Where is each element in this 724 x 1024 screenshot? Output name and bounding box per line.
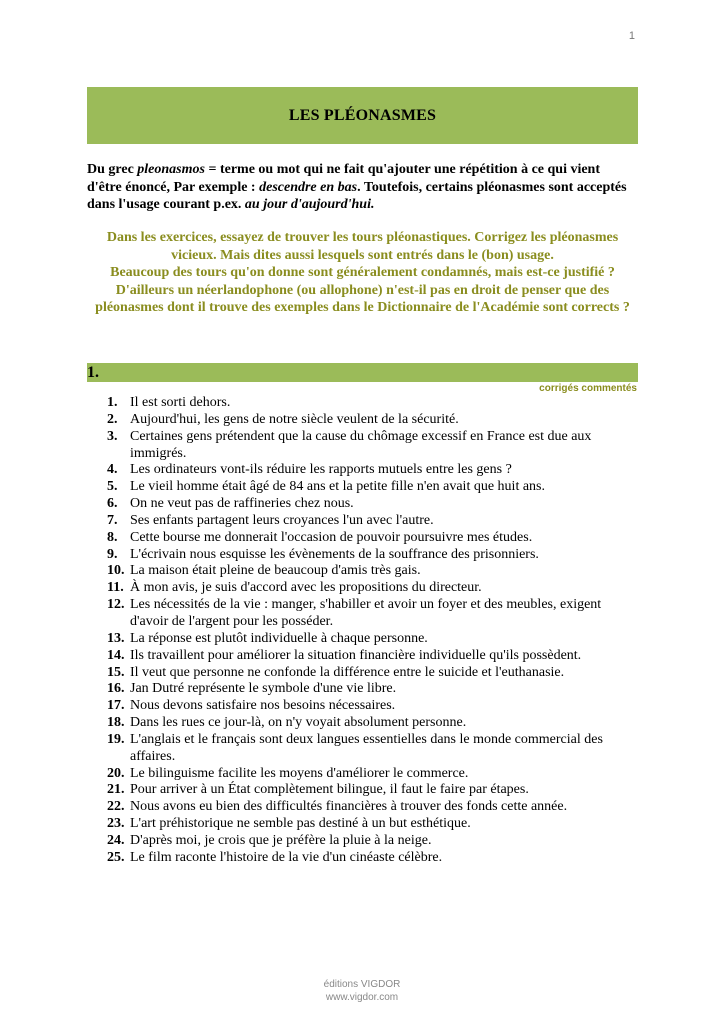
exercise-number: 18.	[107, 715, 125, 731]
exercise-number: 17.	[107, 698, 125, 714]
page-number: 1	[628, 30, 635, 42]
exercise-number: 10.	[107, 563, 125, 579]
footer-website[interactable]: www.vigdor.com	[325, 992, 399, 1003]
exercise-number: 25.	[107, 849, 125, 865]
exercise-number: 19.	[107, 731, 125, 747]
exercise-text: L'anglais et le français sont deux langues essentielles dans le monde commercial des affaires.	[130, 731, 603, 764]
exercise-number: 23.	[107, 816, 125, 832]
intro-middle: . Toutefois, certains pléonasmes sont acceptés dans l'usage courant p.ex.	[87, 179, 627, 212]
footer-publisher: éditions VIGDOR	[323, 979, 401, 990]
exercise-number: 4.	[107, 462, 118, 478]
list-item	[107, 816, 637, 833]
exercise-text: À mon avis, je suis d'accord avec les propositions du directeur.	[130, 580, 482, 596]
exercise-number: 24.	[107, 832, 125, 848]
exercise-text: La réponse est plutôt individuelle à chaque personne.	[130, 630, 428, 646]
list-item	[107, 715, 637, 732]
instructions	[87, 229, 638, 317]
exercise-text: Il veut que personne ne confonde la différence entre le suicide et l'euthanasie.	[130, 664, 565, 680]
list-item	[107, 462, 637, 479]
exercise-text: Certaines gens prétendent que la cause du chômage excessif en France est due aux immigrés.	[130, 428, 592, 461]
section-number: 1.	[87, 363, 99, 381]
exercise-text: D'après moi, je crois que je préfère la pluie à la neige.	[130, 832, 432, 848]
list-item	[107, 681, 637, 698]
list-item	[107, 732, 637, 766]
exercise-text: Le bilinguisme facilite les moyens d'améliorer le commerce.	[130, 765, 469, 781]
exercise-number: 22.	[107, 799, 125, 815]
list-item	[107, 597, 637, 631]
exercise-text: La maison était pleine de beaucoup d'amis très gais.	[130, 563, 421, 579]
exercise-text: Nous avons eu bien des difficultés financières à trouver des fonds cette année.	[130, 799, 568, 815]
title-banner	[87, 87, 638, 144]
exercise-number: 1.	[107, 395, 118, 410]
list-item	[107, 395, 637, 412]
exercise-number: 14.	[107, 647, 125, 663]
intro-example-2: au jour d'aujourd'hui.	[244, 197, 375, 212]
exercise-number: 16.	[107, 681, 125, 697]
exercise-text: Le vieil homme était âgé de 84 ans et la petite fille n'en avait que huit ans.	[130, 479, 545, 495]
exercise-number: 11.	[107, 580, 124, 596]
exercise-text: On ne veut pas de raffineries chez nous.	[130, 496, 354, 512]
list-item	[107, 782, 637, 799]
exercise-text: Nous devons satisfaire nos besoins nécessaires.	[130, 698, 396, 714]
list-item	[107, 429, 637, 463]
intro-paragraph	[87, 161, 638, 214]
intro-term: pleonasmos	[137, 162, 205, 177]
list-item	[107, 648, 637, 665]
footer	[0, 978, 724, 1004]
corriges-link[interactable]: corrigés commentés	[539, 383, 637, 394]
list-item	[107, 665, 637, 682]
list-item	[107, 580, 637, 597]
list-item	[107, 799, 637, 816]
list-item	[107, 766, 637, 783]
exercise-list	[107, 395, 637, 867]
exercise-text: Les nécessités de la vie : manger, s'habiller et avoir un foyer et des meubles, exigent d'avoir de l'argent pour les posséder.	[130, 597, 602, 629]
exercise-text: Ses enfants partagent leurs croyances l'un avec l'autre.	[130, 512, 434, 528]
exercise-number: 6.	[107, 496, 118, 512]
section-header	[87, 363, 638, 382]
instructions-line-2: Beaucoup des tours qu'on donne sont généralement condamnés, mais est-ce justifié ? D'ailleurs un néerlandophone (ou allophone) n'est-il pas en droit de penser que des pléonasmes dont il trouve des exemples dans le Dictionnaire de l'Académie sont corrects ?	[95, 265, 630, 315]
list-item	[107, 530, 637, 547]
list-item	[107, 496, 637, 513]
list-item	[107, 631, 637, 648]
exercise-number: 5.	[107, 479, 118, 495]
exercise-number: 7.	[107, 512, 118, 528]
exercise-text: Le film raconte l'histoire de la vie d'un cinéaste célèbre.	[130, 849, 443, 865]
exercise-number: 2.	[107, 411, 118, 427]
intro-prefix: Du grec	[87, 162, 138, 177]
exercise-number: 8.	[107, 529, 118, 545]
exercise-text: Dans les rues ce jour-là, on n'y voyait absolument personne.	[130, 715, 467, 731]
exercise-number: 9.	[107, 546, 118, 562]
list-item	[107, 698, 637, 715]
exercise-number: 15.	[107, 664, 125, 680]
list-item	[107, 833, 637, 850]
list-item	[107, 547, 637, 564]
exercise-text: Pour arriver à un État complètement bilingue, il faut le faire par étapes.	[130, 782, 529, 798]
exercise-number: 21.	[107, 782, 125, 798]
list-item	[107, 479, 637, 496]
instructions-line-1: Dans les exercices, essayez de trouver les tours pléonastiques. Corrigez les pléonasmes vicieux. Mais dites aussi lesquels sont entrés dans le (bon) usage.	[106, 230, 619, 263]
exercise-text: L'écrivain nous esquisse les évènements de la souffrance des prisonniers.	[130, 546, 539, 562]
exercise-text: Il est sorti dehors.	[130, 395, 231, 410]
exercise-text: Cette bourse me donnerait l'occasion de pouvoir poursuivre mes études.	[130, 529, 533, 545]
exercise-text: Aujourd'hui, les gens de notre siècle veulent de la sécurité.	[130, 411, 459, 427]
exercise-text: Les ordinateurs vont-ils réduire les rapports mutuels entre les gens ?	[130, 462, 512, 478]
exercise-number: 12.	[107, 597, 125, 613]
intro-definition: = terme ou mot qui ne fait qu'ajouter une répétition à ce qui vient d'être énoncé, Par exemple :	[87, 162, 601, 195]
intro-example-1: descendre en bas	[259, 179, 358, 195]
list-item	[107, 412, 637, 429]
list-item	[107, 850, 637, 867]
exercise-number: 13.	[107, 630, 125, 646]
exercise-number: 20.	[107, 765, 125, 781]
page-title: LES PLÉONASMES	[288, 106, 437, 124]
exercise-text: Ils travaillent pour améliorer la situation financière individuelle qu'ils possèdent.	[130, 647, 582, 663]
list-item	[107, 563, 637, 580]
exercise-number: 3.	[107, 428, 118, 444]
list-item	[107, 513, 637, 530]
exercise-text: L'art préhistorique ne semble pas destiné à un but esthétique.	[130, 816, 471, 832]
exercise-text: Jan Dutré représente le symbole d'une vie libre.	[130, 681, 397, 697]
